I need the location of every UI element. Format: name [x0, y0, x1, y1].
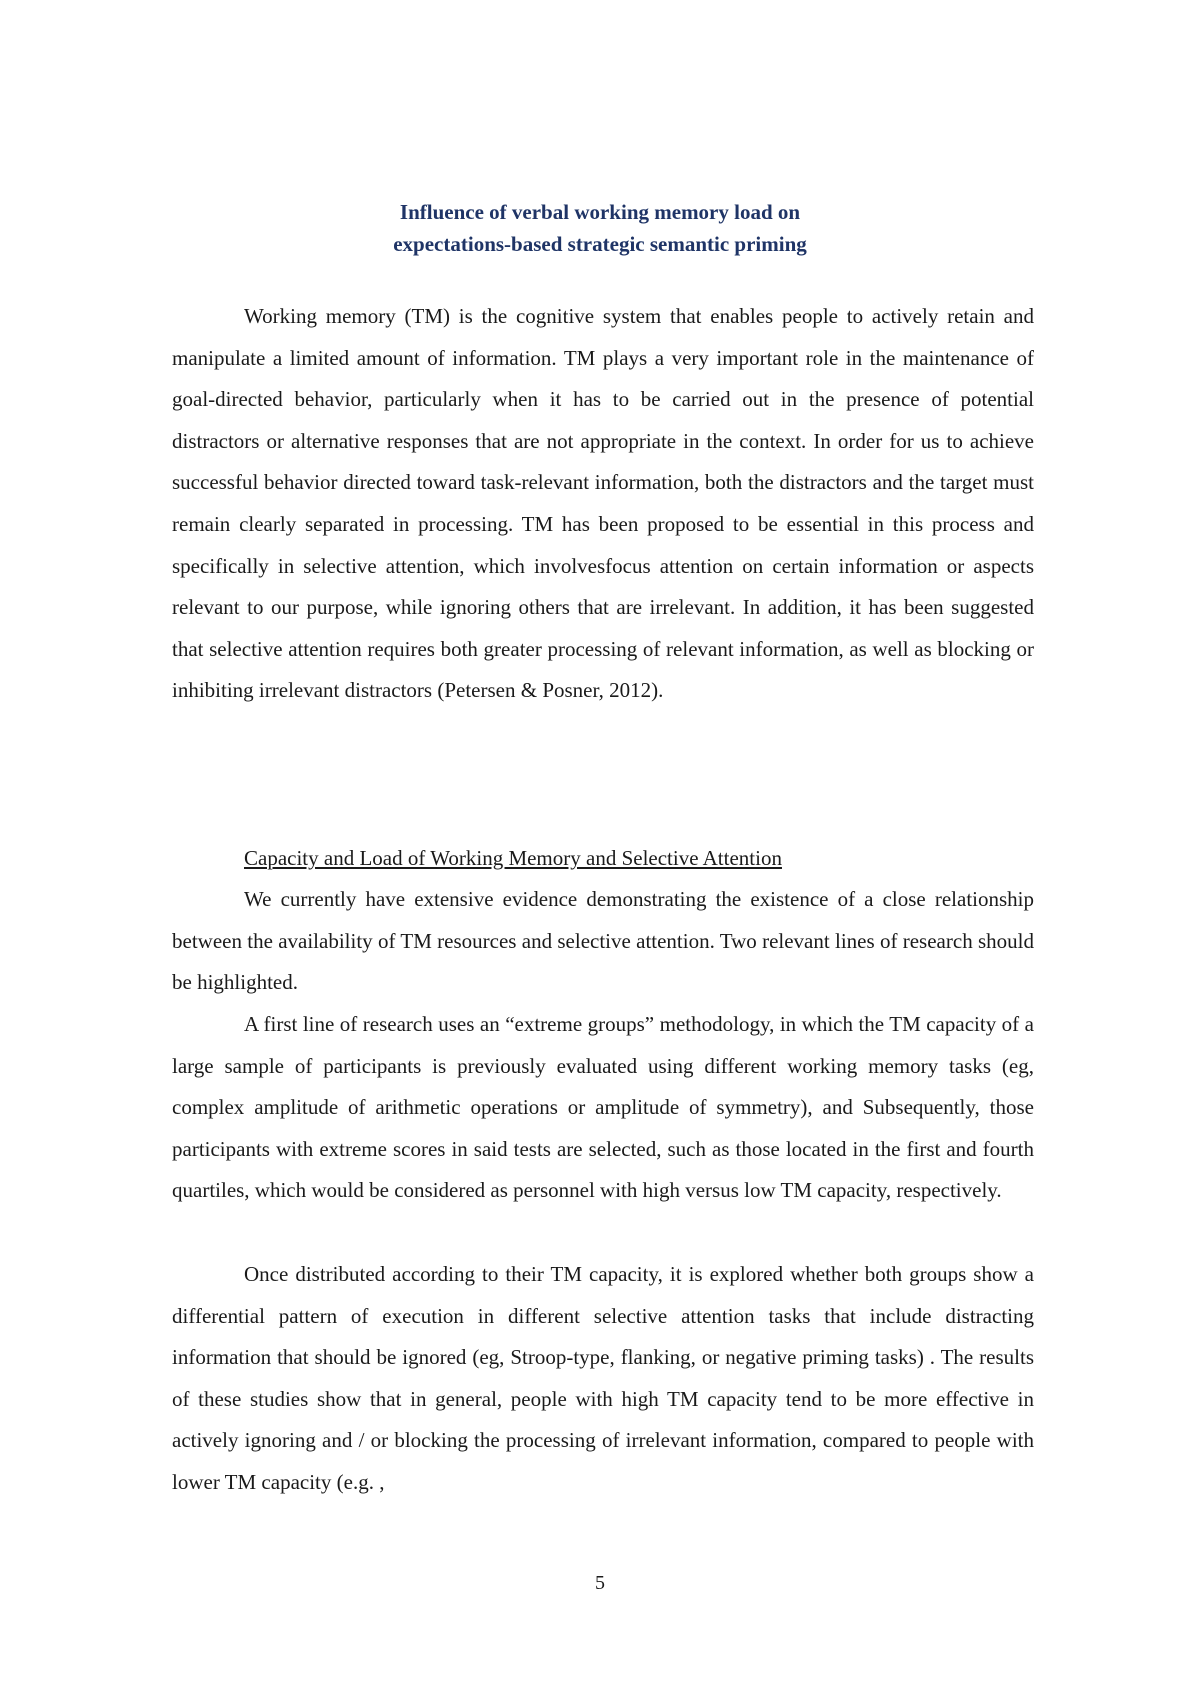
document-title — [150, 196, 1050, 260]
title-line-2: expectations-based strategic semantic priming — [393, 232, 807, 256]
section-heading: Capacity and Load of Working Memory and Selective Attention — [244, 846, 782, 870]
page-number: 5 — [595, 1572, 605, 1594]
paragraph-evidence: We currently have extensive evidence demonstrating the existence of a close relationship between the availability of TM resources and selective attention. Two relevant lines of research should be highlighted. — [172, 887, 1034, 995]
title-line-1: Influence of verbal working memory load on — [399, 200, 801, 224]
paragraph-extreme-groups: A first line of research uses an “extreme groups” methodology, in which the TM capacity of a large sample of participants is previously evaluated using different working memory tasks (eg, complex amplitude of arithmetic operations or amplitude of symmetry), and Subsequently, those participants with extreme scores in said tests are selected, such as those located in the first and fourth quartiles, which would be considered as personnel with high versus low TM capacity, respectively. — [172, 1012, 1034, 1203]
paragraph-intro: Working memory (TM) is the cognitive system that enables people to actively retain and manipulate a limited amount of information. TM plays a very important role in the maintenance of goal-directed behavior, particularly when it has to be carried out in the presence of potential distractors or alternative responses that are not appropriate in the context. In order for us to achieve successful behavior directed toward task-relevant information, both the distractors and the target must remain clearly separated in processing. TM has been proposed to be essential in this process and specifically in selective attention, which involvesfocus attention on certain information or aspects relevant to our purpose, while ignoring others that are irrelevant. In addition, it has been suggested that selective attention requires both greater processing of relevant information, as well as blocking or inhibiting irrelevant distractors (Petersen & Posner, 2012). — [172, 304, 1034, 703]
paragraph-results: Once distributed according to their TM capacity, it is explored whether both groups show a differential pattern of execution in different selective attention tasks that include distracting information that should be ignored (eg, Stroop-type, flanking, or negative priming tasks) . The results of these studies show that in general, people with high TM capacity tend to be more effective in actively ignoring and / or blocking the processing of irrelevant information, compared to people with lower TM capacity (e.g. , — [172, 1262, 1034, 1494]
